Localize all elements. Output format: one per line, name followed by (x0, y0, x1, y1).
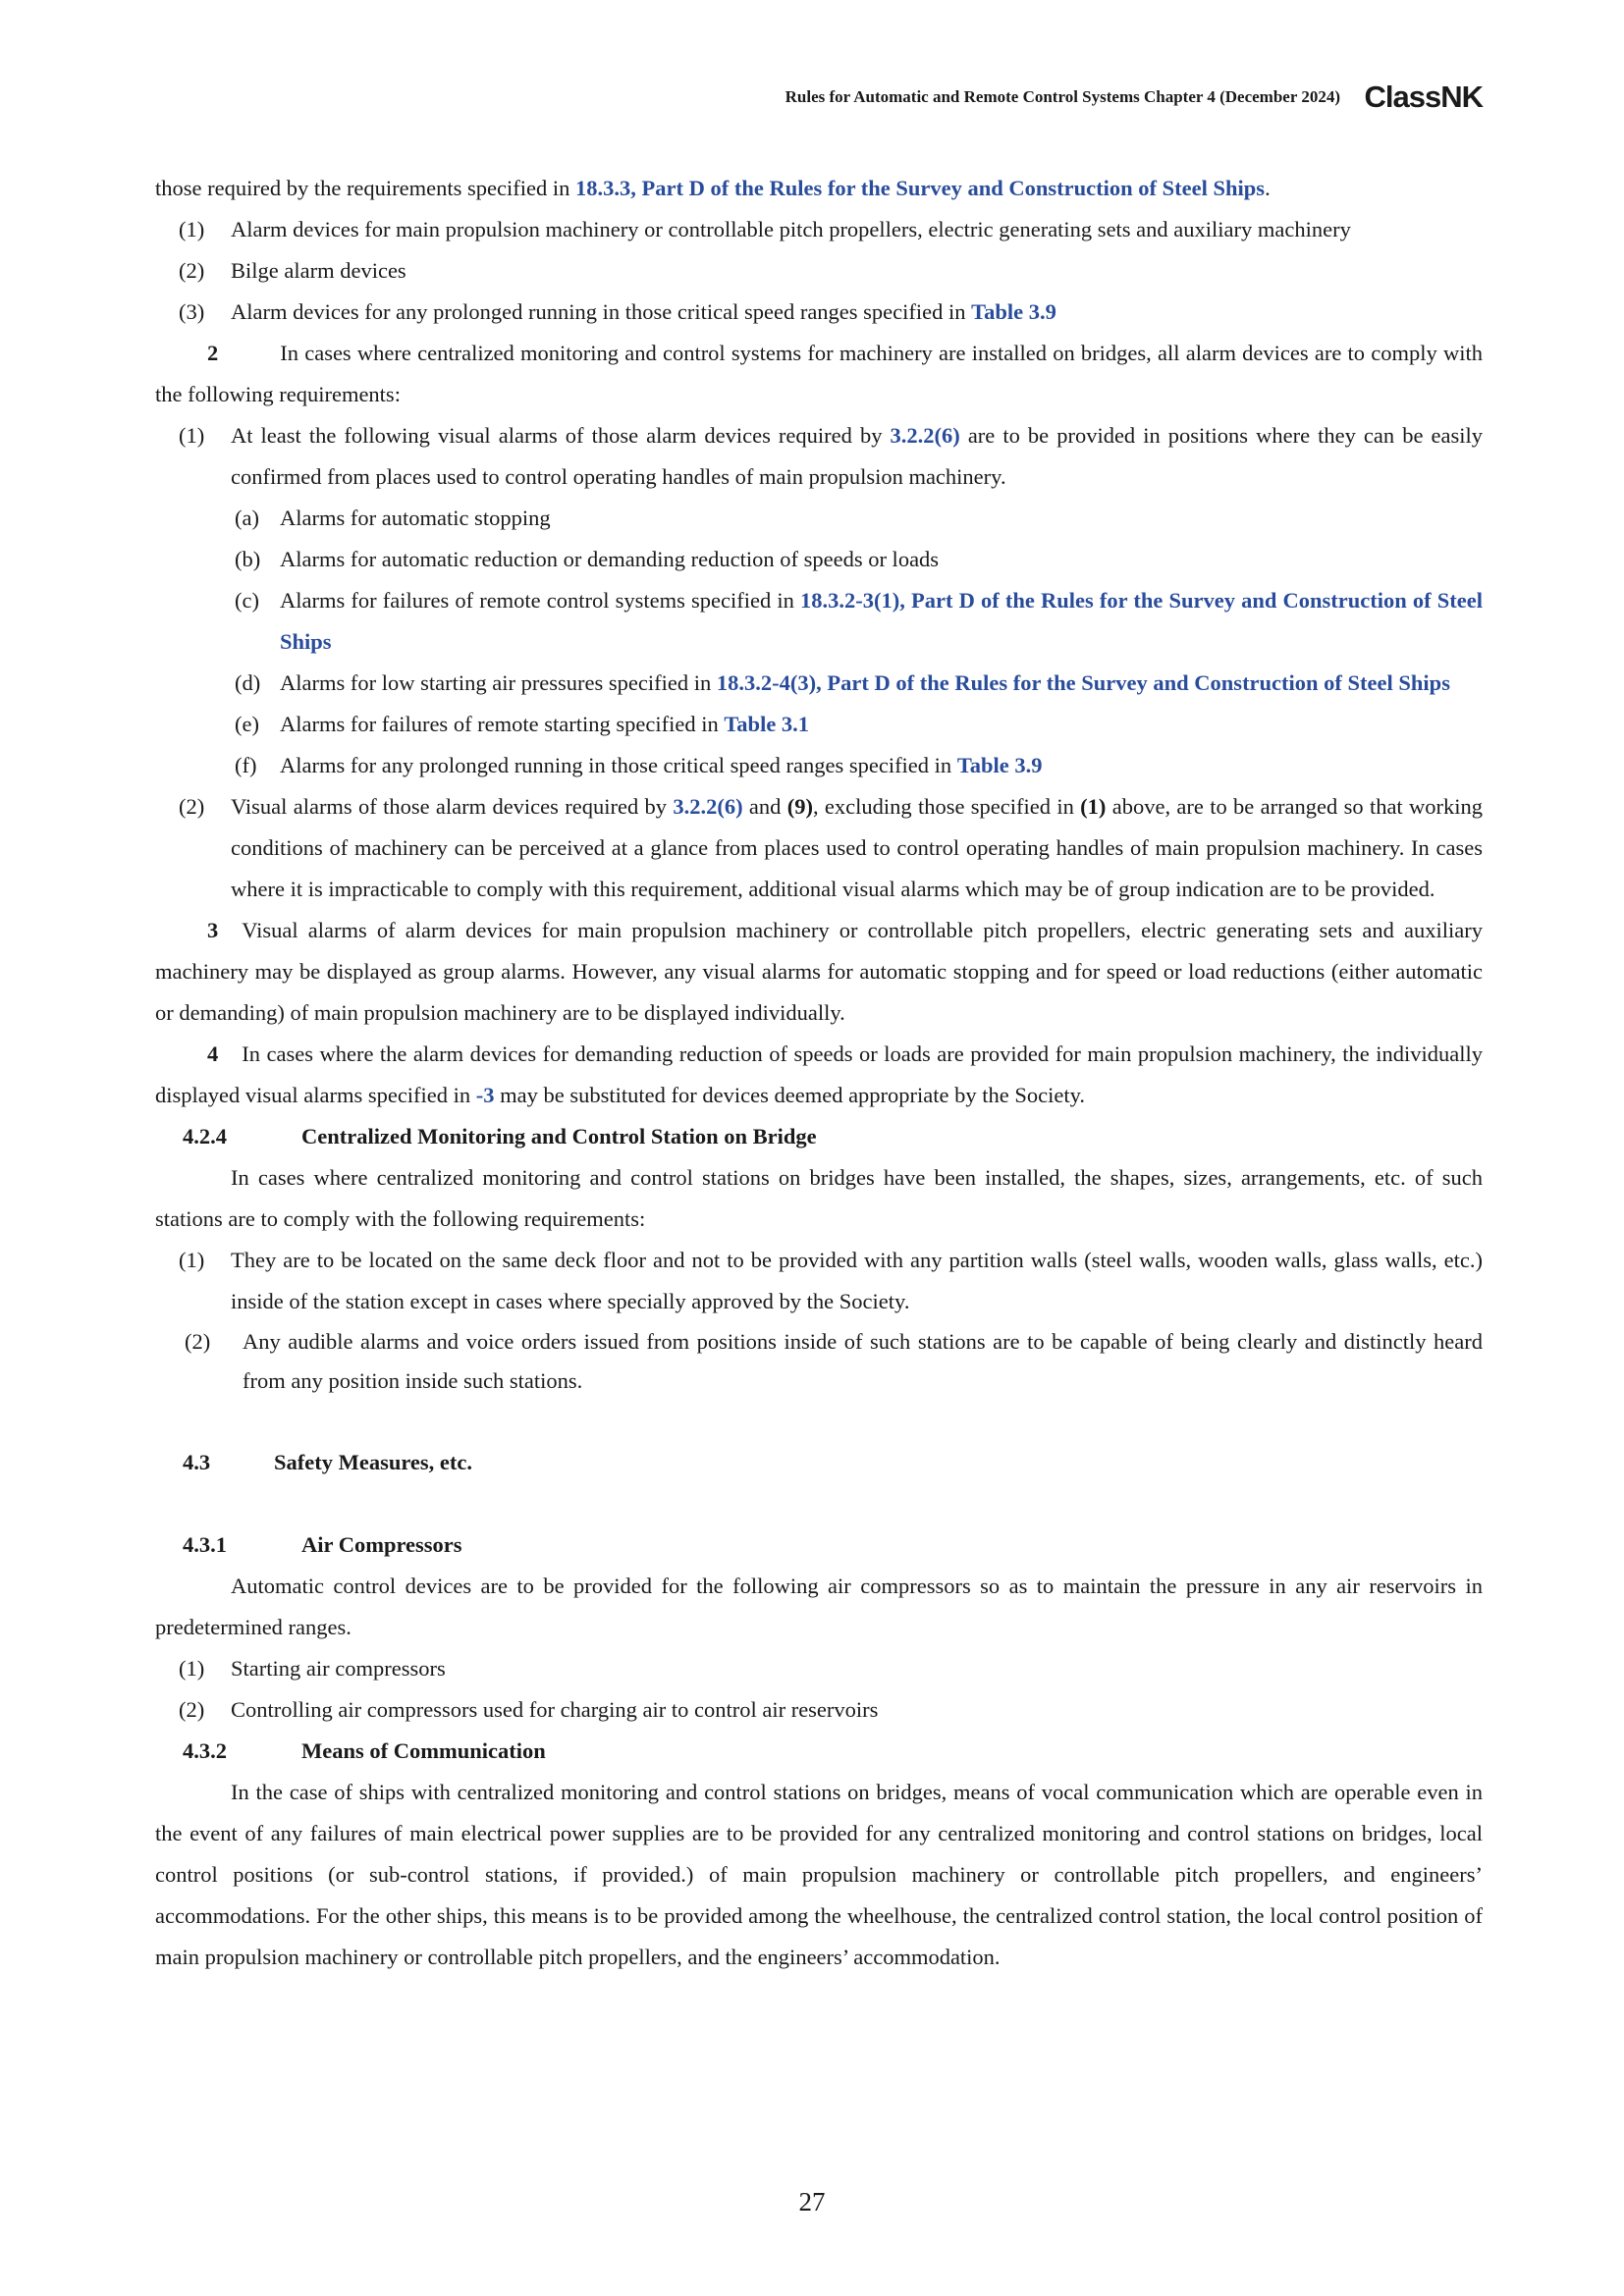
list-item: (1) Starting air compressors (179, 1656, 446, 1681)
document-body (155, 168, 1483, 1978)
sub-list-item: (b) Alarms for automatic reduction or demanding reduction of speeds or loads (235, 547, 940, 571)
paragraph-4: 4 In cases where the alarm devices for demanding reduction of speeds or loads are provided for main propulsion machinery, the individually displayed visual alarms specified in -3 may be substituted for devices deemed appropriate by the Society. (155, 1041, 1483, 1107)
paragraph-continuation: those required by the requirements specified in 18.3.3, Part D of the Rules for the Survey and Construction of Steel Ships. (155, 176, 1271, 200)
paragraph-3: 3 Visual alarms of alarm devices for main propulsion machinery or controllable pitch propellers, electric generating sets and auxiliary machinery may be displayed as group alarms. However, any visual alarms for automatic stopping and for speed or load reductions (either automatic or demanding) of main propulsion machinery are to be displayed individually. (155, 918, 1483, 1025)
rule-link[interactable]: 3.2.2(6) (890, 423, 960, 448)
table-link[interactable]: Table 3.1 (724, 712, 810, 736)
sub-list-item: (c) Alarms for failures of remote control systems specified in 18.3.2-3(1), Part D of the Rules for the Survey and Construction of Steel Ships (235, 588, 1483, 654)
list-item: (1) They are to be located on the same deck floor and not to be provided with any partition walls (steel walls, wooden walls, glass walls, etc.) inside of the station except in cases where specially approved by the Society. (179, 1248, 1483, 1313)
table-link[interactable]: Table 3.9 (956, 753, 1043, 777)
section-text: In cases where centralized monitoring and control stations on bridges have been installed, the shapes, sizes, arrangements, etc. of such stations are to comply with the following requirements: (155, 1165, 1483, 1231)
page-number: 27 (798, 2187, 826, 2216)
sub-list-item: (e) Alarms for failures of remote starting specified in Table 3.1 (235, 712, 810, 736)
list-item: (2) Visual alarms of those alarm devices required by 3.2.2(6) and (9), excluding those specified in (1) above, are to be arranged so that working conditions of machinery can be perceived at a glance from places used to control operating handles of main propulsion machinery. In cases where it is impracticable to comply with this requirement, additional visual alarms which may be of group indication are to be provided. (179, 794, 1483, 901)
paragraph-2: 2 In cases where centralized monitoring and control systems for machinery are installed on bridges, all alarm devices are to comply with the following requirements: (155, 341, 1483, 406)
classnk-logo: ClassNK (1364, 80, 1483, 114)
section-text: In the case of ships with centralized monitoring and control stations on bridges, means of vocal communication which are operable even in the event of any failures of main electrical power supplies are to be provided for any centralized monitoring and control stations on bridges, local control positions (or sub-control stations, if provided.) of main propulsion machinery or controllable pitch propellers, and engineers’ accommodations. For the other ships, this means is to be provided among the wheelhouse, the centralized control station, the local control position of main propulsion machinery or controllable pitch propellers, and the engineers’ accommodation. (155, 1780, 1483, 1969)
section-text: Automatic control devices are to be provided for the following air compressors so as to maintain the pressure in any air reservoirs in predetermined ranges. (155, 1574, 1483, 1639)
header-title: Rules for Automatic and Remote Control Systems Chapter 4 (December 2024) (785, 87, 1340, 106)
list-item: (2) Bilge alarm devices (179, 258, 406, 283)
page-header (653, 80, 1483, 115)
sub-list-item: (d) Alarms for low starting air pressures specified in 18.3.2-4(3), Part D of the Rules for the Survey and Construction of Steel Ships (235, 670, 1450, 695)
rule-link[interactable]: 18.3.2-3(1), Part D of the Rules for the Survey and Construction of Steel Ships (280, 588, 1483, 654)
section-heading: 4.3.2 Means of Communication (183, 1738, 546, 1763)
section-heading: 4.3.1 Air Compressors (183, 1532, 462, 1557)
paragraph-number: 3 (207, 918, 219, 942)
sub-list-item: (a) Alarms for automatic stopping (235, 506, 551, 530)
list-item: (1) At least the following visual alarms of those alarm devices required by 3.2.2(6) are to be provided in positions where they can be easily confirmed from places used to control operating handles of main propulsion machinery. (179, 423, 1483, 489)
sub-list-item: (f) Alarms for any prolonged running in those critical speed ranges specified in Table 3.9 (235, 753, 1043, 777)
list-item: (1) Alarm devices for main propulsion machinery or controllable pitch propellers, electric generating sets and auxiliary machinery (179, 217, 1351, 241)
table-link[interactable]: Table 3.9 (971, 299, 1056, 324)
paragraph-number: 2 (207, 341, 219, 365)
rule-link[interactable]: 18.3.3, Part D of the Rules for the Survey and Construction of Steel Ships (574, 176, 1266, 200)
rule-link[interactable]: 18.3.2-4(3), Part D of the Rules for the Survey and Construction of Steel Ships (716, 670, 1450, 695)
list-item: (2) Any audible alarms and voice orders issued from positions inside of such stations are to be capable of being clearly and distinctly heard from any position inside such stations. (185, 1329, 1483, 1393)
section-heading: 4.3 Safety Measures, etc. (183, 1450, 473, 1474)
list-item: (2) Controlling air compressors used for charging air to control air reservoirs (179, 1697, 879, 1722)
rule-link[interactable]: 3.2.2(6) (673, 794, 743, 819)
section-heading: 4.2.4 Centralized Monitoring and Control Station on Bridge (183, 1124, 817, 1148)
list-item: (3) Alarm devices for any prolonged running in those critical speed ranges specified in Table 3.9 (179, 299, 1056, 324)
paragraph-link[interactable]: -3 (475, 1083, 495, 1107)
paragraph-number: 4 (207, 1041, 219, 1066)
